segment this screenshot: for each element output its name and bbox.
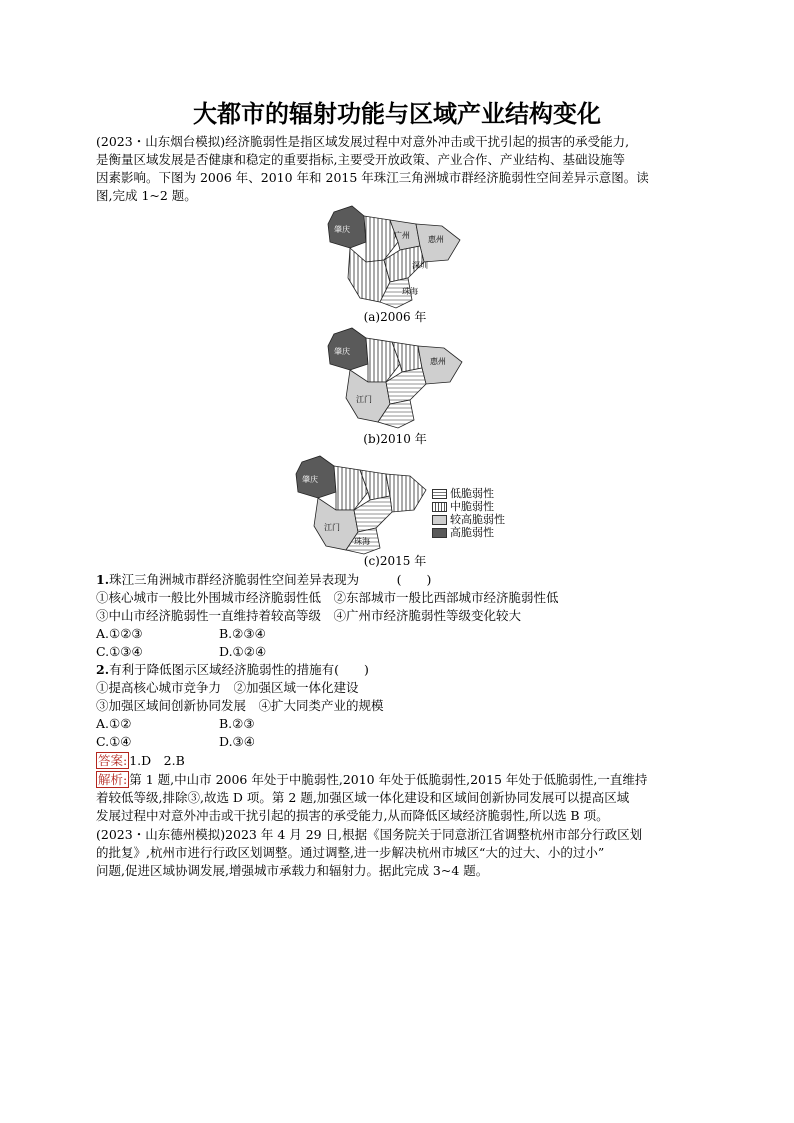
option-d: D.①②④ <box>219 644 267 659</box>
option-b: B.②③④ <box>219 626 266 641</box>
map-label: 肇庆 <box>334 225 350 234</box>
analysis-tag: 解析: <box>98 772 128 787</box>
question-1-statement: ③中山市经济脆弱性一直维持着较高等级 ④广州市经济脆弱性等级变化较大 <box>96 608 522 623</box>
map-caption: (b)2010 年 <box>363 432 427 446</box>
map-2010 <box>320 326 470 432</box>
legend-swatch <box>432 515 447 525</box>
intro-line: 图,完成 1~2 题。 <box>96 188 197 203</box>
legend-label: 低脆弱性 <box>450 487 494 500</box>
option-b: B.②③ <box>219 716 255 731</box>
intro-line: 是衡量区域发展是否健康和稳定的重要指标,主要受开放政策、产业合作、产业结构、基础设施等 <box>96 152 625 167</box>
analysis-line: 发展过程中对意外冲击或干扰引起的损害的承受能力,从而降低区域经济脆弱性,所以选 B 项。 <box>96 808 609 823</box>
map-label: 珠海 <box>402 287 418 296</box>
map-label: 深圳 <box>412 261 428 270</box>
map-label: 江门 <box>356 395 372 404</box>
map-label: 肇庆 <box>302 475 318 484</box>
question-number: 1. <box>96 572 110 587</box>
map-label: 江门 <box>324 523 340 532</box>
legend-label: 高脆弱性 <box>450 526 494 539</box>
question-text: 有利于降低图示区域经济脆弱性的措施有( ) <box>109 662 369 677</box>
map-label: 肇庆 <box>334 347 350 356</box>
analysis-line <box>96 771 647 789</box>
option-d: D.③④ <box>219 734 255 749</box>
map-caption: (c)2015 年 <box>363 554 427 568</box>
map-label: 惠州 <box>428 235 444 244</box>
next-passage-line: 问题,促进区域协调发展,增强城市承载力和辐射力。据此完成 3~4 题。 <box>96 863 489 878</box>
map-2015 <box>288 452 432 556</box>
intro-line: 因素影响。下图为 2006 年、2010 年和 2015 年珠江三角洲城市群经济脆弱性空间差异示意图。读 <box>96 170 649 185</box>
map-legend <box>432 487 505 539</box>
legend-label: 中脆弱性 <box>450 500 494 513</box>
analysis-line: 着较低等级,排除③,故选 D 项。第 2 题,加强区域一体化建设和区域间创新协同发展可以提高区域 <box>96 790 630 805</box>
option-c: C.①④ <box>96 734 132 749</box>
map-label: 广州 <box>394 231 410 240</box>
legend-item <box>432 526 505 539</box>
option-a: A.①②③ <box>96 626 143 641</box>
legend-swatch <box>432 502 447 512</box>
legend-swatch <box>432 528 447 538</box>
question-number: 2. <box>96 662 110 677</box>
question-2-stem <box>96 661 369 679</box>
question-1-stem <box>96 571 431 589</box>
option-a: A.①② <box>96 716 132 731</box>
legend-item <box>432 513 505 526</box>
option-c: C.①③④ <box>96 644 143 659</box>
map-label: 惠州 <box>430 357 446 366</box>
next-passage-line: 的批复》,杭州市进行行政区划调整。通过调整,进一步解决杭州市城区“大的过大、小的过小” <box>96 845 605 860</box>
legend-label: 较高脆弱性 <box>450 513 505 526</box>
map-label: 珠海 <box>354 537 370 546</box>
next-passage-line: (2023・山东德州模拟)2023 年 4 月 29 日,根据《国务院关于同意浙江省调整杭州市部分行政区划 <box>96 827 643 842</box>
answer-line <box>96 752 185 770</box>
legend-item <box>432 487 505 500</box>
question-text: 珠江三角洲城市群经济脆弱性空间差异表现为 ( ) <box>109 572 432 587</box>
map-caption: (a)2006 年 <box>363 310 427 324</box>
legend-item <box>432 500 505 513</box>
intro-line: (2023・山东烟台模拟)经济脆弱性是指区域发展过程中对意外冲击或干扰引起的损害的承受能力, <box>96 134 630 149</box>
question-1-statement: ①核心城市一般比外围城市经济脆弱性低 ②东部城市一般比西部城市经济脆弱性低 <box>96 590 559 605</box>
question-2-statement: ③加强区域间创新协同发展 ④扩大同类产业的规模 <box>96 698 384 713</box>
answer-tag: 答案: <box>98 753 128 768</box>
answer-text: 1.D 2.B <box>129 753 185 768</box>
map-2006 <box>320 202 470 312</box>
legend-swatch <box>432 489 447 499</box>
page-title: 大都市的辐射功能与区域产业结构变化 <box>193 100 601 128</box>
question-2-statement: ①提高核心城市竞争力 ②加强区域一体化建设 <box>96 680 359 695</box>
analysis-text: 第 1 题,中山市 2006 年处于中脆弱性,2010 年处于低脆弱性,2015 年处于低脆弱性,一直维持 <box>129 772 648 787</box>
